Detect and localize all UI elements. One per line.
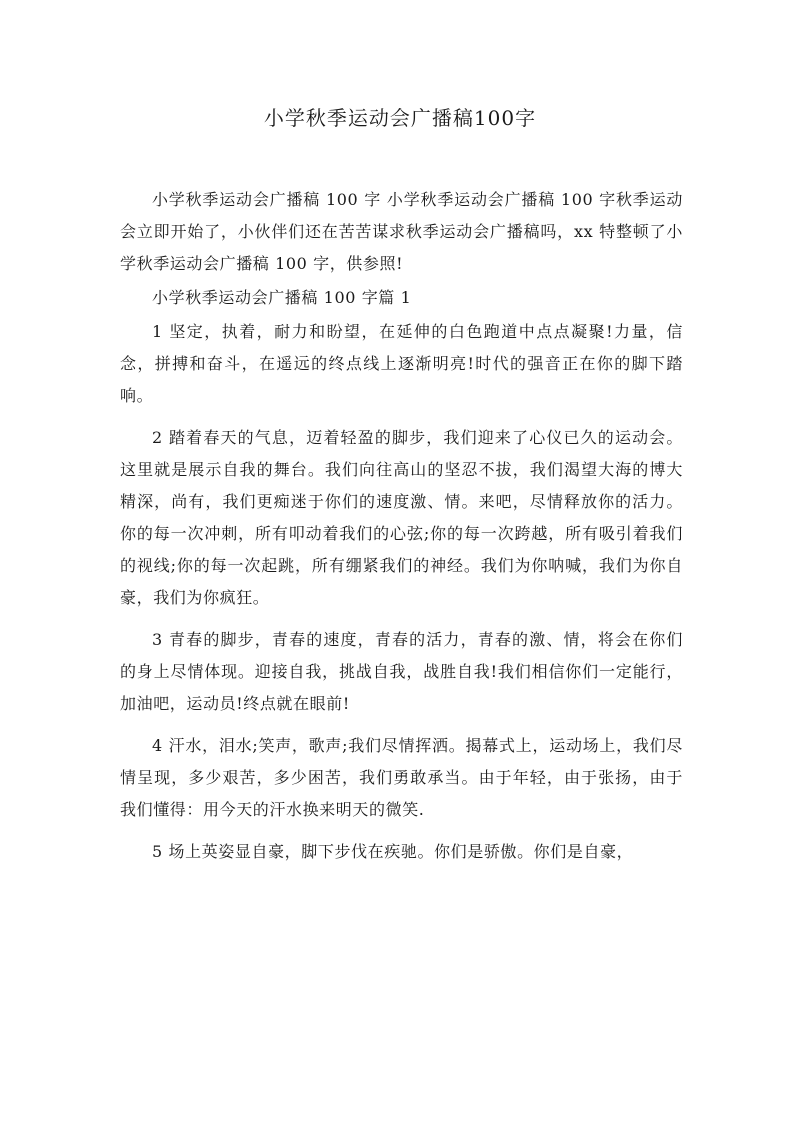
paragraph-3: 3 青春的脚步，青春的速度，青春的活力，青春的激、情，将会在你们的身上尽情体现。迎接自我，挑战自我，战胜自我!我们相信你们一定能行，加油吧，运动员!终点就在眼前! (120, 630, 683, 713)
intro-paragraph: 小学秋季运动会广播稿 100 字 小学秋季运动会广播稿 100 字秋季运动会立即开始了，小伙伴们还在苦苦谋求秋季运动会广播稿吗，xx 特整顿了小学秋季运动会广播稿 100 字，供参照! (120, 190, 683, 273)
paragraph-5: 5 场上英姿显自豪，脚下步伐在疾驰。你们是骄傲。你们是自豪， (152, 842, 634, 861)
document-title: 小学秋季运动会广播稿100字 (263, 106, 537, 130)
paragraph-4: 4 汗水，泪水;笑声，歌声;我们尽情挥洒。揭幕式上，运动场上，我们尽情呈现，多少艰苦，多少困苦，我们勇敢承当。由于年轻，由于张扬，由于我们懂得：用今天的汗水换来明天的微笑. (120, 736, 683, 819)
document-body (120, 184, 683, 868)
paragraph-2: 2 踏着春天的气息，迈着轻盈的脚步，我们迎来了心仪已久的运动会。这里就是展示自我的舞台。我们向往高山的坚忍不拔，我们渴望大海的博大精深，尚有，我们更痴迷于你们的速度激、情。来吧，尽情释放你的活力。你的每一次冲刺，所有叩动着我们的心弦;你的每一次跨越，所有吸引着我们的视线;你的每一次起跳，所有绷紧我们的神经。我们为你呐喊，我们为你自豪，我们为你疯狂。 (120, 428, 683, 607)
section-heading: 小学秋季运动会广播稿 100 字篇 1 (152, 288, 412, 307)
paragraph-1: 1 坚定，执着，耐力和盼望，在延伸的白色跑道中点点凝聚!力量，信念，拼搏和奋斗，在遥远的终点线上逐渐明亮!时代的强音正在你的脚下踏响。 (120, 322, 683, 405)
